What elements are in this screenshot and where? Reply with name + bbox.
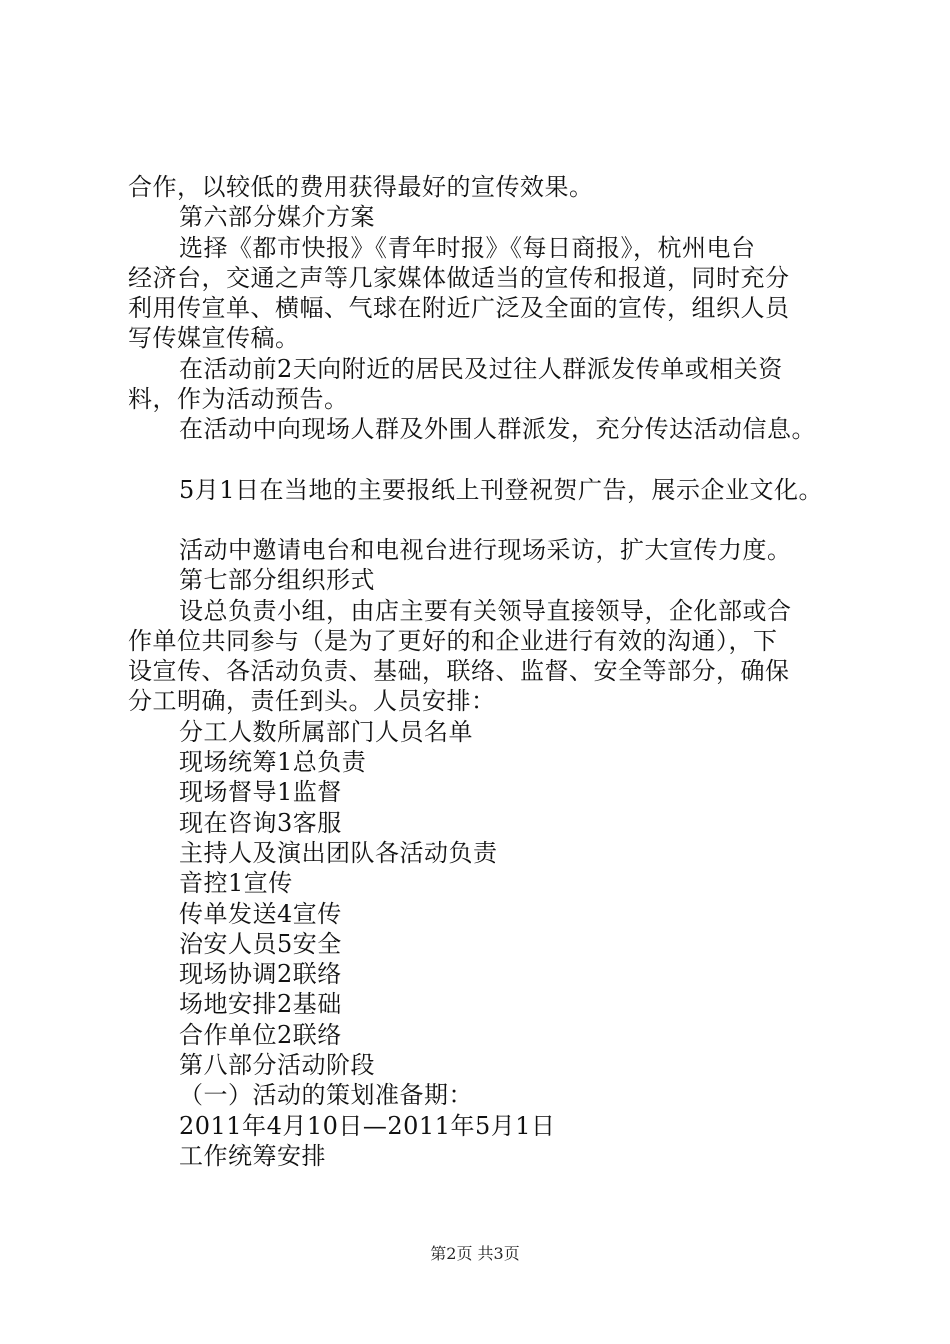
staff-list-item: 现场督导1监督 (179, 778, 342, 807)
staff-table-header: 分工人数所属部门人员名单 (179, 717, 473, 746)
body-line: 经济台，交通之声等几家媒体做适当的宣传和报道，同时充分 (128, 263, 790, 292)
body-line: 合作，以较低的费用获得最好的宣传效果。 (128, 173, 594, 201)
document-body (128, 172, 838, 1171)
section-heading: 第七部分组织形式 (179, 566, 375, 595)
body-line: 活动中邀请电台和电视台进行现场采访，扩大宣传力度。 (179, 535, 792, 564)
section-heading: 第六部分媒介方案 (179, 203, 375, 232)
body-line: 利用传宣单、横幅、气球在附近广泛及全面的宣传，组织人员 (128, 294, 790, 323)
body-line: 写传媒宣传稿。 (128, 324, 300, 353)
date-range: 2011年4月10日—2011年5月1日 (179, 1111, 556, 1140)
body-line: 设总负责小组，由店主要有关领导直接领导，企化部或合 (179, 596, 792, 625)
body-line: 设宣传、各活动负责、基础，联络、监督、安全等部分，确保 (128, 657, 790, 686)
body-line: 工作统筹安排 (179, 1141, 326, 1170)
subsection-heading: （一）活动的策划准备期： (179, 1081, 473, 1110)
staff-list-item: 主持人及演出团队各活动负责 (179, 838, 498, 867)
body-line: 在活动前2天向附近的居民及过往人群派发传单或相关资 (179, 354, 783, 383)
staff-list-item: 传单发送4宣传 (179, 899, 342, 928)
staff-list-item: 治安人员5安全 (179, 929, 342, 958)
body-line: 选择《都市快报》《青年时报》《每日商报》，杭州电台 (179, 233, 756, 262)
section-heading: 第八部分活动阶段 (179, 1051, 375, 1080)
page-number-footer: 第2页 共3页 (430, 1244, 520, 1263)
staff-list-item: 场地安排2基础 (179, 990, 342, 1019)
staff-list-item: 现场协调2联络 (179, 960, 342, 989)
staff-list-item: 现在咨询3客服 (179, 808, 342, 837)
body-line: 在活动中向现场人群及外围人群派发，充分传达活动信息。 (179, 415, 816, 444)
staff-list-item: 合作单位2联络 (179, 1020, 342, 1049)
body-line: 作单位共同参与（是为了更好的和企业进行有效的沟通），下 (128, 626, 778, 655)
staff-list-item: 音控1宣传 (179, 869, 293, 898)
body-line: 分工明确，责任到头。人员安排： (128, 687, 496, 716)
staff-list-item: 现场统筹1总负责 (179, 748, 367, 777)
body-line: 5月1日在当地的主要报纸上刊登祝贺广告，展示企业文化。 (179, 475, 824, 504)
body-line: 料，作为活动预告。 (128, 385, 349, 414)
